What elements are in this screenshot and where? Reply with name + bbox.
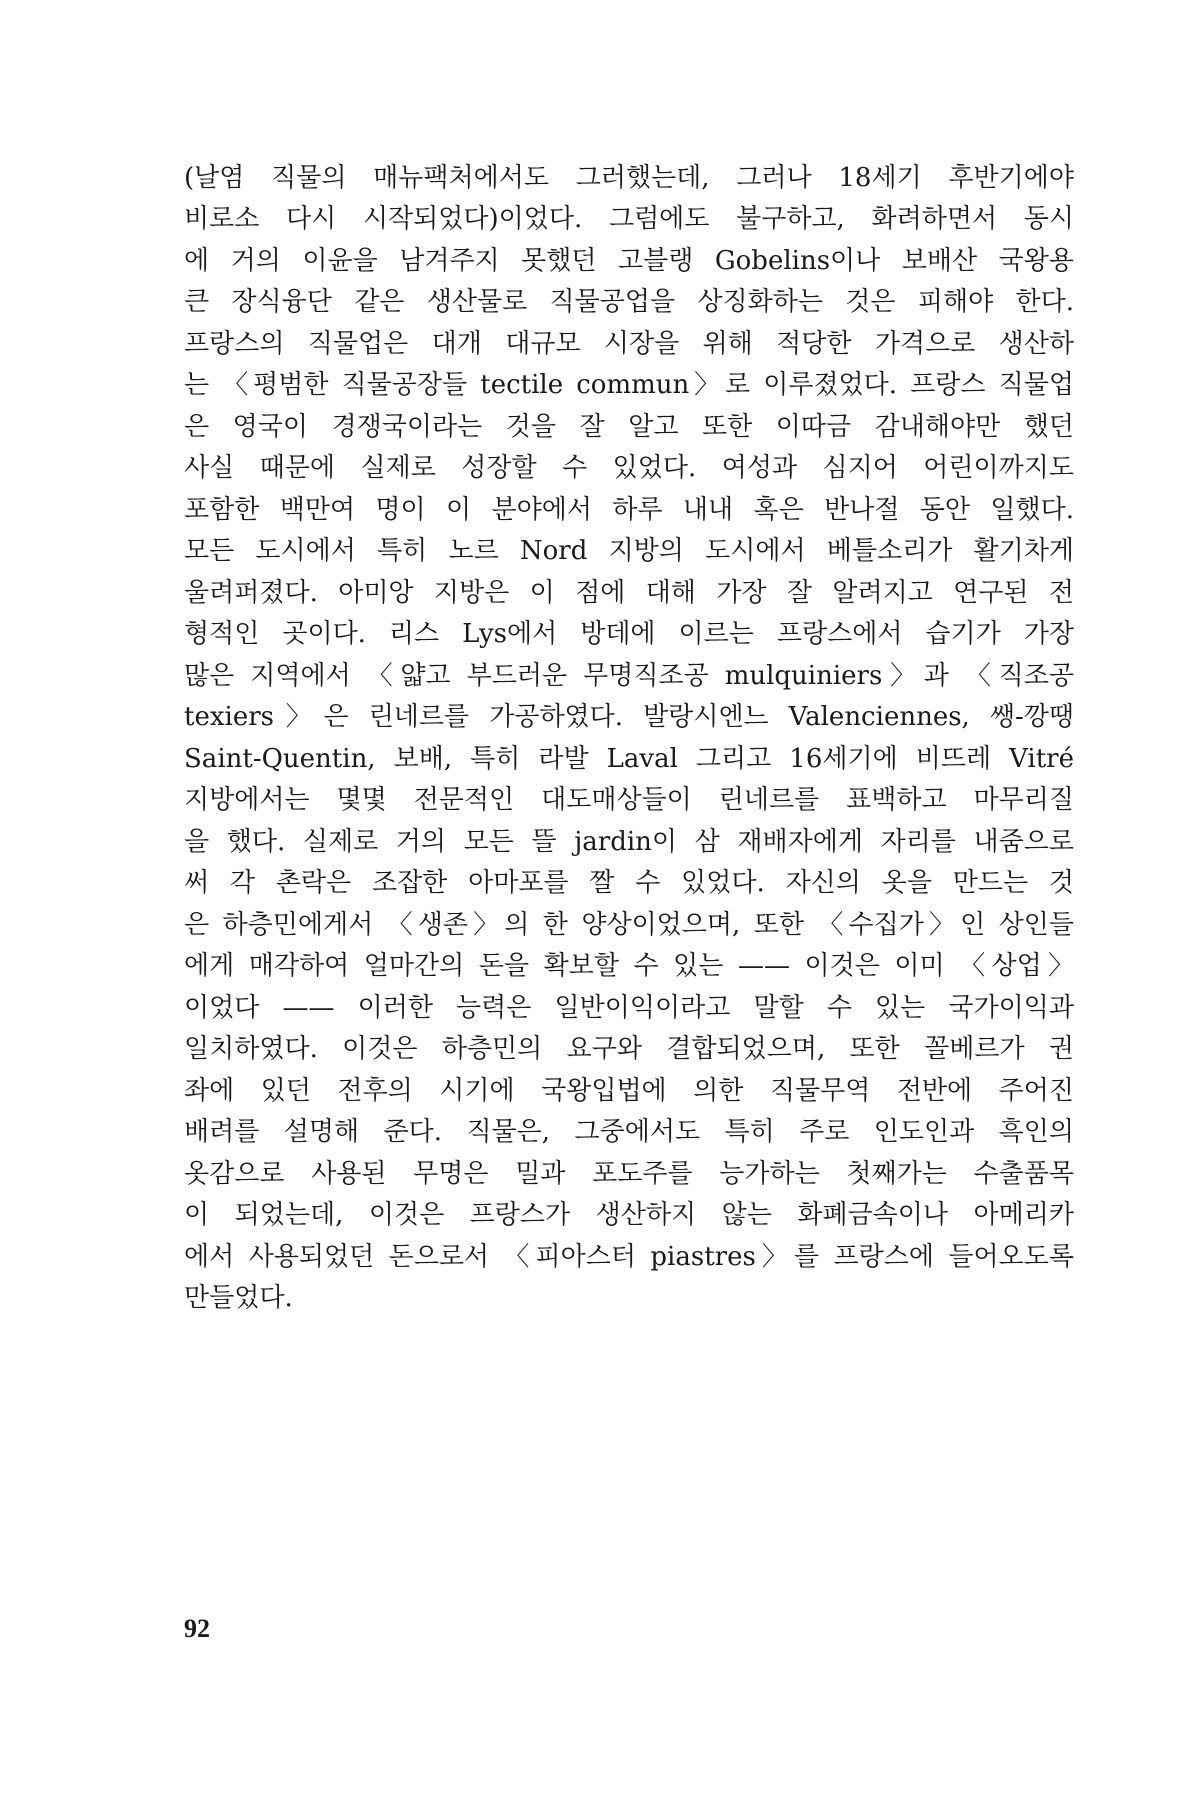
text-line: 은 하층민에게서 〈생존〉의 한 양상이었으며, 또한 〈수집가〉인 상인들	[184, 910, 1074, 940]
text-line: 써 각 촌락은 조잡한 아마포를 짤 수 있었다. 자신의 옷을 만드는 것	[184, 868, 1074, 898]
text-line: 에게 매각하여 얼마간의 돈을 확보할 수 있는 —— 이것은 이미 〈상업〉	[184, 951, 1074, 981]
text-line: 지방에서는 몇몇 전문적인 대도매상들이 린네르를 표백하고 마무리질	[184, 785, 1074, 815]
text-line: 이 되었는데, 이것은 프랑스가 생산하지 않는 화폐금속이나 아메리카	[184, 1200, 1074, 1230]
text-line: 많은 지역에서 〈얇고 부드러운 무명직조공 mulquiniers〉과 〈직조공	[184, 661, 1074, 691]
text-line: texiers〉은 린네르를 가공하였다. 발랑시엔느 Valenciennes, 쌩-깡땡	[184, 702, 1074, 732]
text-line: 울려퍼졌다. 아미앙 지방은 이 점에 대해 가장 잘 알려지고 연구된 전	[184, 578, 1074, 608]
text-line: Saint-Quentin, 보배, 특히 라발 Laval 그리고 16세기에 비뜨레 Vitré	[184, 744, 1074, 774]
text-line: 포함한 백만여 명이 이 분야에서 하루 내내 혹은 반나절 동안 일했다.	[184, 495, 1074, 525]
text-line: 형적인 곳이다. 리스 Lys에서 방데에 이르는 프랑스에서 습기가 가장	[184, 619, 1074, 649]
text-line: 일치하였다. 이것은 하층민의 요구와 결합되었으며, 또한 꼴베르가 권	[184, 1034, 1074, 1064]
text-line: 배려를 설명해 준다. 직물은, 그중에서도 특히 주로 인도인과 흑인의	[184, 1117, 1074, 1147]
text-line: (날염 직물의 매뉴팩처에서도 그러했는데, 그러나 18세기 후반기에야	[184, 163, 1074, 193]
text-line: 비로소 다시 시작되었다)이었다. 그럼에도 불구하고, 화려하면서 동시	[184, 204, 1074, 234]
page-number: 92	[184, 1614, 210, 1643]
text-line: 옷감으로 사용된 무명은 밀과 포도주를 능가하는 첫째가는 수출품목	[184, 1159, 1074, 1189]
text-line: 이었다 —— 이러한 능력은 일반이익이라고 말할 수 있는 국가이익과	[184, 993, 1074, 1023]
text-line: 에서 사용되었던 돈으로서 〈피아스터 piastres〉를 프랑스에 들어오도록	[184, 1242, 1074, 1272]
text-line: 을 했다. 실제로 거의 모든 뜰 jardin이 삼 재배자에게 자리를 내줌으로	[184, 827, 1074, 857]
text-line: 만들었다.	[184, 1283, 293, 1313]
text-line: 사실 때문에 실제로 성장할 수 있었다. 여성과 심지어 어린이까지도	[184, 453, 1074, 483]
text-line: 은 영국이 경쟁국이라는 것을 잘 알고 또한 이따금 감내해야만 했던	[184, 412, 1074, 442]
text-line: 모든 도시에서 특히 노르 Nord 지방의 도시에서 베틀소리가 활기차게	[184, 536, 1074, 566]
text-line: 프랑스의 직물업은 대개 대규모 시장을 위해 적당한 가격으로 생산하	[184, 329, 1074, 359]
text-line: 좌에 있던 전후의 시기에 국왕입법에 의한 직물무역 전반에 주어진	[184, 1076, 1074, 1106]
text-line: 는 〈평범한 직물공장들 tectile commun〉로 이루졌었다. 프랑스 직물업	[184, 370, 1074, 400]
text-line: 큰 장식융단 같은 생산물로 직물공업을 상징화하는 것은 피해야 한다.	[184, 287, 1074, 317]
text-line: 에 거의 이윤을 남겨주지 못했던 고블랭 Gobelins이나 보배산 국왕용	[184, 246, 1074, 276]
